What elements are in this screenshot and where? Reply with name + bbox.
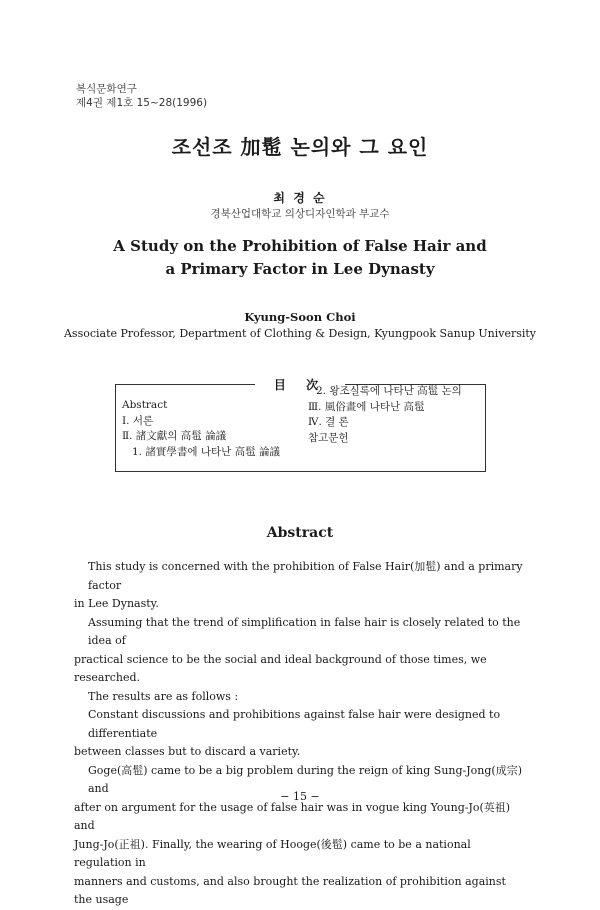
toc-item: 1. 諸實學書에 나타난 高髢 論議 [132,445,280,458]
text-line: in Lee Dynasty. [74,597,159,610]
english-title [0,235,600,281]
journal-info [76,82,207,110]
english-author: Kyung-Soon Choi [244,310,356,324]
toc-item: 2. 왕조실록에 나타난 高髢 논의 [316,385,462,397]
journal-name: 복식문화연구 [76,83,137,95]
toc-item: 참고문헌 [308,431,349,444]
text-line: The results are as follows : [88,689,239,703]
abstract-text [74,558,525,910]
toc-item: Abstract [122,399,168,411]
text-line: between classes but to discard a variety. [74,745,301,758]
text-line: Goge(高髢) came to be a big problem during the reign of king Sung-Jong(成宗) and [88,763,523,795]
toc-item: Ⅱ. 諸文獻의 高髢 論議 [122,430,227,442]
text-line: Assuming that the trend of simplification in false hair is closely related to the idea of [88,615,521,647]
korean-author: 최 경 순 [273,191,327,205]
toc-right-column [308,384,462,446]
korean-affiliation: 경북산업대학교 의상디자인학과 부교수 [210,208,390,220]
text-line: Jung-Jo(正祖). Finally, the wearing of Hooge(後髢) came to be a national regulation in [74,837,471,869]
page-number: − 15 − [280,790,320,803]
toc-item: Ⅲ. 風俗畫에 나타난 高髢 [308,400,425,413]
korean-title: 조선조 加髢 논의와 그 요인 [171,135,429,159]
toc-item: Ⅰ. 서론 [122,414,154,427]
abstract-heading: Abstract [266,525,334,541]
text-line: after on argument for the usage of false hair was in vogue king Young-Jo(英祖) and [74,800,511,832]
toc-left-column [122,398,280,460]
english-title-line1: A Study on the Prohibition of False Hair and [113,237,487,255]
journal-volume: 제4권 제1호 15~28(1996) [76,97,208,109]
text-line: Constant discussions and prohibitions against false hair were designed to differentiate [88,708,501,740]
text-line: This study is concerned with the prohibition of False Hair(加髢) and a primary factor [88,560,523,592]
toc-item: Ⅳ. 결 론 [308,416,349,428]
text-line: practical science to be the social and ideal background of those times, we researched. [74,652,487,684]
english-title-line2: a Primary Factor in Lee Dynasty [165,260,435,278]
english-affiliation: Associate Professor, Department of Clothing & Design, Kyungpook Sanup University [63,327,537,340]
text-line: manners and customs, and also brought the realization of prohibition against the usage [74,874,506,906]
toc-heading: 目 次 [255,376,345,393]
